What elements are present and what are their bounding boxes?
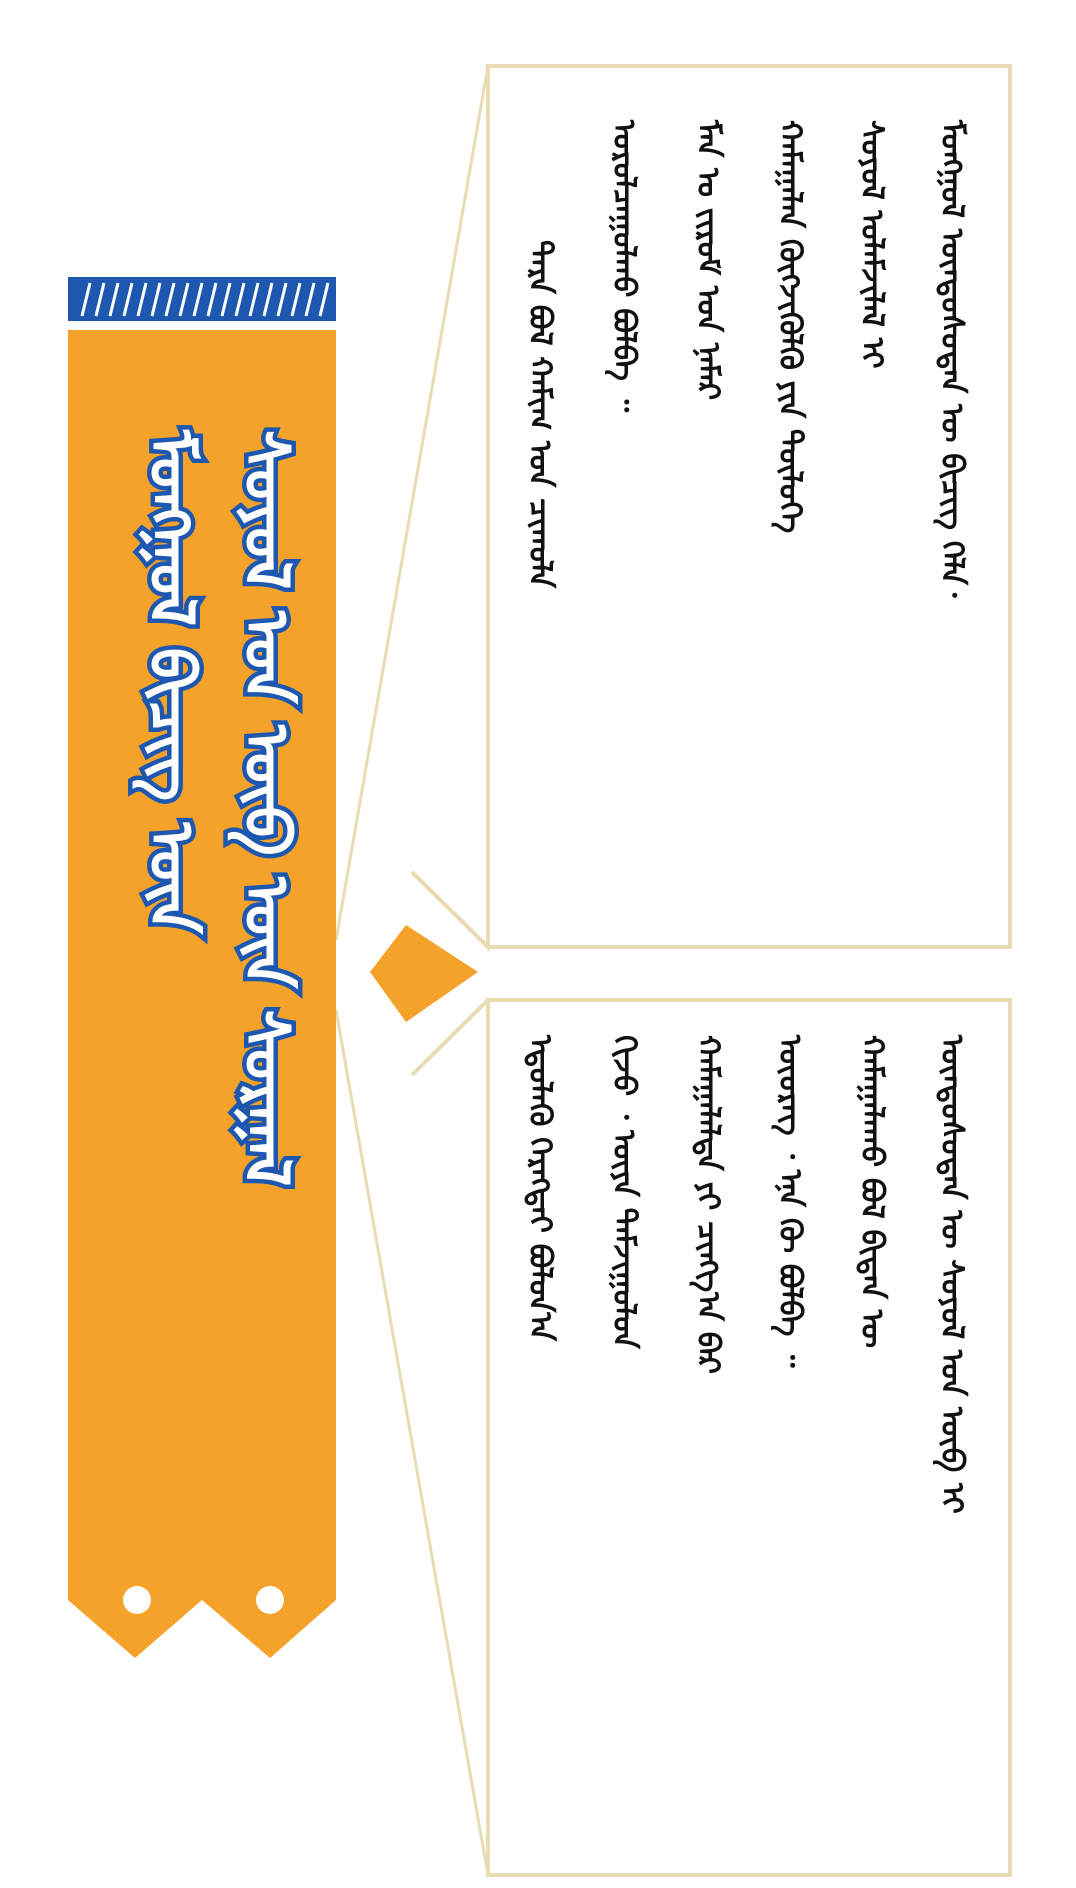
pointer-triangle-icon	[370, 925, 478, 1022]
banner-dot-icon	[256, 1586, 284, 1614]
text-column: ᠰᠣᠶᠣᠯ ᠤᠯᠠᠮᠵᠢᠯᠠᠯ ᠢ	[854, 120, 890, 369]
text-column: ᠬᠠᠮᠠᠭᠠᠯᠠᠬᠤ ᠪᠣᠯ ᠪᠢᠳᠡᠨ ᠦ	[854, 1035, 890, 1349]
banner-title-line-1: ᠮᠣᠩᠭᠣᠯ ᠪᠢᠴᠢᠭ ᠦᠨ	[135, 430, 208, 934]
banner-dot-icon	[123, 1586, 151, 1614]
text-panel-bottom	[488, 1000, 1010, 1875]
stripe-band	[68, 277, 336, 326]
panel-bottom-connector	[412, 1000, 488, 1075]
funnel-line-bottom	[336, 1010, 488, 1875]
text-column: ᠬᠢᠵᠦ ᠂ ᠦᠶᠡ ᠳᠠᠮᠵᠢᠭᠤᠯᠤᠨ	[606, 1035, 642, 1349]
funnel-line-top	[336, 66, 488, 940]
text-column: ᠦᠦᠷᠡᠭ ᠂ ᠡᠨᠡ ᠬᠦ ᠪᠣᠯᠪᠠ ᠃	[772, 1035, 808, 1368]
text-column: ᠦᠨᠳᠦᠰᠦᠲᠡᠨ ᠦ ᠰᠣᠶᠣᠯ ᠤᠨ ᠥᠪ ᠢ	[934, 1035, 970, 1514]
text-column: ᠣᠷᠤᠯᠴᠠᠭᠤᠯᠬᠤ ᠪᠣᠯᠪᠠ ᠃	[606, 120, 642, 412]
text-column: ᠡᠳᠦᠯᠡᠬᠦ ᠬᠡᠷᠡᠭᠲᠡᠢ ᠪᠣᠯᠤᠨ᠎ᠠ	[522, 1035, 558, 1342]
text-column: ᠲᠡᠷᠡ ᠪᠣᠯ ᠬᠠᠮᠢᠭ ᠤᠨ ᠴᠢᠬᠤᠯᠠ	[522, 240, 558, 589]
text-column: ᠬᠠᠮᠠᠭᠠᠯᠠᠯᠲᠠ ᠶᠢ ᠴᠢᠩᠭ᠎ᠠ ᠪᠡᠷ	[690, 1035, 726, 1375]
panel-top-connector	[412, 872, 488, 947]
text-column: ᠬᠠᠮᠠᠭᠠᠯᠠᠨ ᠬᠥᠭᠵᠢᠭᠦᠯᠬᠦ ᠶᠢᠨ ᠲᠥᠯᠥᠭᠡ	[772, 120, 808, 534]
text-column: ᠮᠠᠨ ᠤ ᠵᠢᠷᠤᠮ ᠤᠨ ᠨᠡᠮᠡᠷ	[690, 120, 726, 401]
text-column: ᠮᠣᠩᠭᠣᠯ ᠦᠨᠳᠦᠰᠦᠲᠡᠨ ᠦ ᠪᠢᠴᠢᠭ ᠬᠡᠯᠡ᠂	[934, 120, 970, 598]
banner-title-line-2: ᠰᠣᠶᠣᠯ ᠤᠨ ᠥᠪ ᠦᠨ ᠰᠤᠷᠭᠠᠯ	[230, 430, 303, 1187]
